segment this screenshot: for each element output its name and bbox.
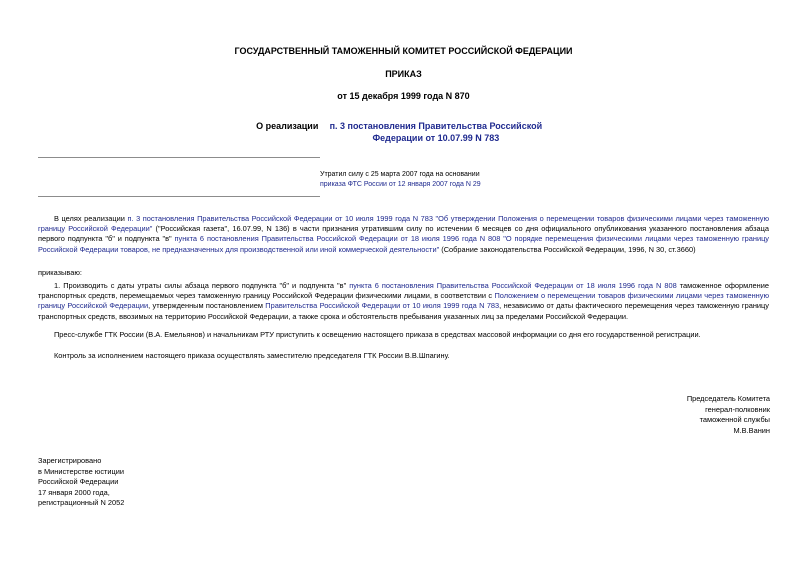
- title-prefix: О реализации: [256, 121, 321, 131]
- registration-line-1: Зарегистрировано: [38, 456, 102, 465]
- intro-link-regulation[interactable]: "Об утверждении Положения о перемещении товаров физическими лицами через таможенную границу Российской Федерации": [38, 214, 769, 234]
- item1-text-1: 1. Производить с даты утраты силы абзаца первого подпункта "б" и подпункта "в": [54, 281, 350, 290]
- intro-link-decree-783[interactable]: п. 3 постановления Правительства Российской Федерации от 10 июля 1999 года N 783: [127, 214, 433, 223]
- agency-heading: ГОСУДАРСТВЕННЫЙ ТАМОЖЕННЫЙ КОМИТЕТ РОССИЙСКОЙ ФЕДЕРАЦИИ: [234, 46, 573, 56]
- signature-line-1: Председатель Комитета: [686, 394, 770, 403]
- registration-number: регистрационный N 2052: [38, 498, 125, 507]
- signature-name: М.В.Ванин: [733, 425, 770, 435]
- intro-text-1: В целях реализации: [54, 214, 128, 223]
- intro-paragraph: [38, 214, 769, 255]
- signature-line-3: таможенной службы: [699, 415, 770, 424]
- separator-top: [38, 157, 320, 158]
- item1-text-3: , утвержденным постановлением: [148, 301, 266, 311]
- item1-link-decree-808[interactable]: пункта 6 постановления Правительства Российской Федерации от 18 июля 1996 года N 808: [349, 281, 677, 290]
- status-note: [320, 170, 620, 190]
- item-3-paragraph: Контроль за исполнением настоящего приказа осуществлять заместителю председателя ГТК России В.В.Шпагину.: [54, 351, 450, 360]
- item-1-paragraph: [38, 281, 769, 322]
- registration-block: [38, 456, 238, 509]
- order-word: приказываю:: [38, 268, 82, 277]
- item1-link-decree-783[interactable]: Правительства Российской Федерации от 10 июля 1999 года N 783: [265, 301, 500, 311]
- registration-date: 17 января 2000 года,: [38, 487, 110, 497]
- status-line: Утратил силу с 25 марта 2007 года на основании: [320, 171, 480, 178]
- date-number: от 15 декабря 1999 года N 870: [337, 91, 470, 101]
- item1-link-regulation[interactable]: Положением о перемещении товаров физическими лицами через таможенную границу Российской Федерации: [38, 291, 770, 311]
- item-2-paragraph: Пресс-службе ГТК России (В.А. Емельянов) и начальникам РТУ приступить к освещению настоящего приказа в средствах массовой информации со дня его государственной регистрации.: [54, 330, 701, 339]
- intro-link-decree-808[interactable]: пункта 6 постановления Правительства Российской Федерации от 18 июля 1996 года N 808 "О порядке перемещения физическими лицами через таможенную границу Российской Федерации товаров, не предназначенных для производственной или иной коммерческой деятельности": [38, 234, 770, 254]
- signature-block: [600, 394, 770, 436]
- registration-line-3: Российской Федерации: [38, 477, 119, 486]
- document-title: [0, 120, 807, 144]
- doc-type-heading: ПРИКАЗ: [385, 69, 422, 79]
- intro-text-3: ("Российская газета", 16.07.99, N 136) в части признания утратившим силу по истечении 6 месяцев со дня официального опубликования указанного постановления абзаца первого подпункта "б" и подпункта "в": [38, 224, 769, 244]
- signature-line-2: генерал-полковник: [705, 404, 770, 414]
- status-link[interactable]: приказа ФТС России от 12 января 2007 года N 29: [320, 181, 481, 188]
- registration-line-2: в Министерстве юстиции: [38, 466, 125, 476]
- item1-text-2: таможенное оформление транспортных средств, перемещаемых через таможенную границу Российской Федерации физическими лицами, в соответствии с: [38, 281, 769, 301]
- item1-text-4: , независимо от даты фактического перемещения через таможенную границу транспортных средств, ввозимых на территорию Российской Федерации, а также срока и обстоятельств пребывания указанных лиц за пределами Российской Федерации.: [38, 301, 769, 321]
- title-link[interactable]: п. 3 постановления Правительства Российской Федерации от 10.07.99 N 783: [329, 121, 543, 143]
- intro-text-4: (Собрание законодательства Российской Федерации, 1996, N 30, ст.3660): [439, 244, 696, 254]
- separator-bottom: [38, 196, 320, 197]
